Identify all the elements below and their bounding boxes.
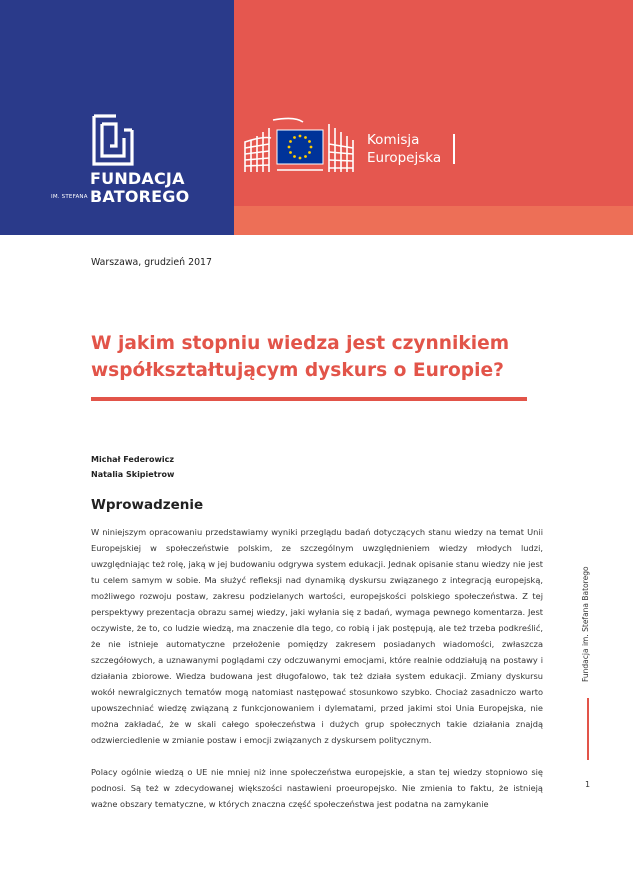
- batory-logo-line2: BATOREGO: [90, 187, 190, 206]
- header-banner: [0, 0, 633, 235]
- sidebar-label-container: [581, 558, 595, 688]
- section-heading: Wprowadzenie: [91, 497, 204, 513]
- batory-mark-icon: [90, 114, 136, 166]
- author-name: Natalia Skipietrow: [91, 470, 175, 479]
- batory-logo-prefix: IM. STEFANA: [51, 194, 88, 200]
- author-list: [91, 452, 174, 482]
- paragraph: W niniejszym opracowaniu przedstawiamy wyniki przeglądu badań dotyczących stanu wiedzy na temat Unii Europejskiej w społeczeństwie polskim, ze szczególnym uwzględnieniem wiedzy młodych ludzi, uwzględniając też rolę, jaką w jej budowaniu odgrywa system edukacji. Jednak opisanie stanu wiedzy nie jest tu celem samym w sobie. Ma służyć refleksji nad dynamiką dyskursu związanego z integracją europejską, możliwego rozwoju postaw, zakresu podzielanych wartości, europejskości polskiego społeczeństwa. Z tej perspektywy prezentacja obrazu samej wiedzy, jaki wyłania się z badań, wymaga pewnego komentarza. Jest oczywiste, że to, co ludzie wiedzą, ma znaczenie dla tego, co robią i jak postępują, ale też trzeba podkreślić, że nie istnieje automatyczne przełożenie pomiędzy zakresem posiadanych wiadomości, zwłaszcza szczegółowych, a uznawanymi poglądami czy odczuwanymi emocjami, które realnie oddziałują na postawy i działania zbiorowe. Wiedza budowana jest długofalowo, tak też działa system edukacji. Zmiany dyskursu wokół newralgicznych tematów mogą natomiast następować stosunkowo szybko. Chociaż zasadniczo warto upowszechniać wiedzę związaną z funkcjonowaniem i dylematami, przed jakimi stoi Unia Europejska, nie można zakładać, że w skali całego społeczeństwa i dużych grup społecznych takie działania znajdą odzwierciedlenie w zmianie postaw i emocji związanych z dyskursem politycznym.: [91, 527, 543, 745]
- body-text: [91, 524, 543, 828]
- paragraph: Polacy ogólnie wiedzą o UE nie mniej niż inne społeczeństwa europejskie, a stan tej wiedzy stopniowo się podnosi. Są też w zdecydowanej większości nastawieni proeuropejsko. Nie zmienia to faktu, że istnieją ważne obszary tematyczne, w których znaczna część społeczeństwa jest podatna na zamykanie: [91, 767, 543, 809]
- title-underline: [91, 397, 527, 401]
- ec-logo-line2: Europejska: [367, 150, 442, 166]
- batory-logo: [46, 114, 196, 214]
- document-date: Warszawa, grudzień 2017: [91, 257, 212, 268]
- sidebar-accent-bar: [587, 698, 589, 760]
- eu-building-flag-icon: [243, 114, 363, 176]
- sidebar-label: Fundacja im. Stefana Batorego: [581, 566, 590, 682]
- european-commission-logo: [243, 114, 473, 176]
- ec-logo-line1: Komisja: [367, 132, 420, 148]
- page-number: 1: [585, 780, 591, 789]
- ec-logo-vertical-bar: [453, 134, 455, 164]
- document-title: W jakim stopniu wiedza jest czynnikiem współkształtującym dyskurs o Europie?: [91, 333, 510, 381]
- header-right-band: [234, 206, 633, 235]
- author-name: Michał Federowicz: [91, 455, 174, 464]
- batory-logo-line1: FUNDACJA: [90, 169, 185, 188]
